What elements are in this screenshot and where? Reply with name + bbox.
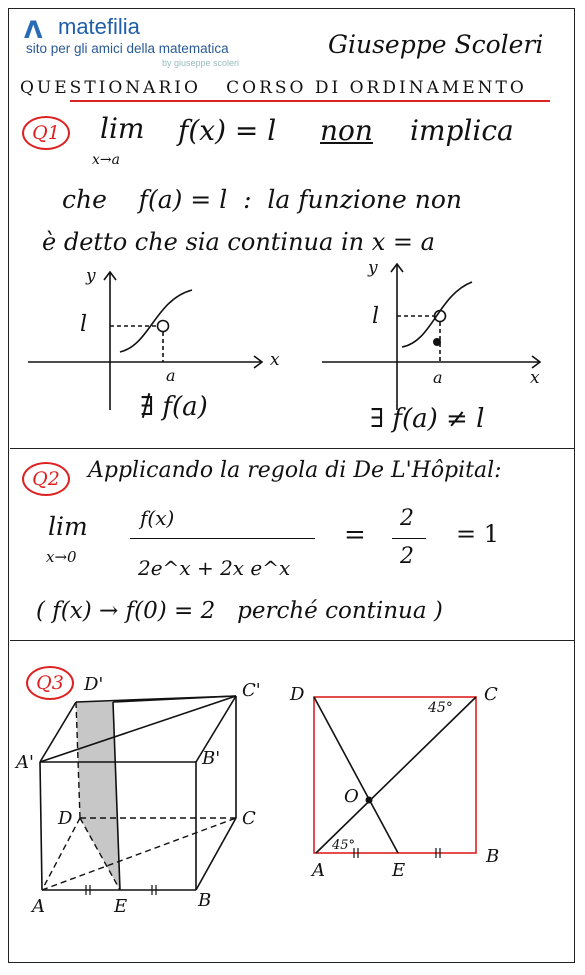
cube-label-A1: A': [16, 752, 34, 773]
q2-result-num: 2: [400, 506, 414, 531]
q1-non: non: [320, 114, 373, 147]
q1-left-x-label: x: [270, 350, 280, 370]
q1-line3: è detto che sia continua in x = a: [42, 228, 435, 256]
q2-badge: Q2: [22, 462, 70, 496]
q1-left-l-label: l: [80, 312, 88, 337]
q2-result-eq: =: [344, 520, 366, 550]
q1-right-y-label: y: [368, 258, 378, 278]
q1-right-l-label: l: [372, 304, 380, 329]
logo-byline: by giuseppe scoleri: [162, 58, 240, 68]
q2-result-den: 2: [400, 544, 414, 569]
q1-line2: che f(a) = l : la funzione non: [62, 185, 463, 214]
q3-badge: Q3: [26, 666, 74, 700]
cube-label-A: A: [32, 896, 45, 917]
cube-label-B1: B': [202, 748, 221, 769]
cube-label-B: B: [198, 890, 212, 911]
q1-badge: Q1: [22, 116, 70, 150]
square-label-E: E: [392, 860, 406, 881]
square-angle-bottom: 45°: [332, 838, 356, 853]
cube-label-C: C: [242, 808, 256, 829]
q2-numerator: f(x): [140, 506, 175, 530]
q2-line1: Applicando la regola di De L'Hôpital:: [88, 458, 502, 483]
q2-lim: lim: [48, 512, 88, 541]
q1-right-caption: ∃ f(a) ≠ l: [370, 404, 485, 434]
square-label-C: C: [484, 684, 498, 705]
q1-lim: lim: [100, 112, 145, 145]
q1-left-caption: ∄ f(a): [140, 392, 208, 422]
square-angle-top: 45°: [428, 700, 453, 716]
logo-name: matefilia: [58, 14, 140, 39]
q2-lim-sub: x→0: [46, 548, 77, 566]
q1-right-x-label: x: [530, 368, 540, 388]
cube-label-D: D: [58, 808, 73, 829]
logo-glyph-icon: Λ: [24, 16, 43, 44]
q1-right-a-label: a: [433, 368, 443, 387]
q1-left-y-label: y: [86, 266, 96, 286]
q1-lim-sub: x→a: [92, 152, 120, 168]
cube-label-D1: D': [84, 674, 104, 695]
q2-denominator: 2e^x + 2x e^x: [138, 556, 291, 580]
square-label-B: B: [486, 846, 500, 867]
cube-label-C1: C': [242, 680, 261, 701]
q1-implica: implica: [410, 114, 514, 147]
square-label-A: A: [312, 860, 325, 881]
q1-lim-rest: f(x) = l: [178, 114, 277, 147]
page-title: QUESTIONARIO CORSO DI ORDINAMENTO: [20, 78, 527, 98]
logo-tagline: sito per gli amici della matematica: [26, 41, 229, 56]
author-signature: Giuseppe Scoleri: [328, 30, 544, 59]
square-label-O: O: [344, 786, 359, 807]
cube-label-E: E: [114, 896, 128, 917]
q2-line3: ( f(x) → f(0) = 2 perché continua ): [36, 598, 443, 624]
q2-result-tail: = 1: [456, 520, 500, 548]
square-label-D: D: [290, 684, 305, 705]
q1-left-a-label: a: [166, 366, 176, 385]
